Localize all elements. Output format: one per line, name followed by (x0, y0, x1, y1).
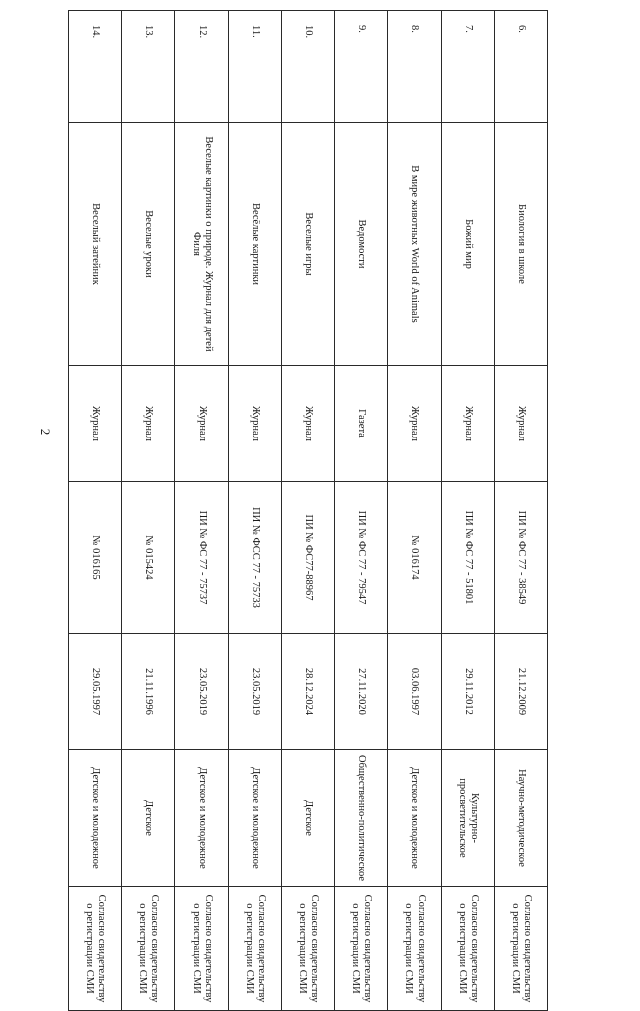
media-form: Журнал (69, 366, 122, 482)
specialization: Детское и молодежное (69, 750, 122, 887)
table-row (388, 11, 441, 1011)
registration-number: ПИ № ФС 77 - 75737 (175, 482, 228, 634)
registration-date: 21.12.2009 (494, 634, 547, 750)
note: Согласно свидетельству о регистрации СМИ (281, 887, 334, 1011)
media-registry-table (68, 10, 548, 1011)
table-row (441, 11, 494, 1011)
media-form: Журнал (228, 366, 281, 482)
media-form: Журнал (281, 366, 334, 482)
media-form: Газета (335, 366, 388, 482)
row-number: 9. (335, 11, 388, 123)
media-name: Весёлые картинки (228, 123, 281, 366)
registration-date: 03.06.1997 (388, 634, 441, 750)
row-number: 7. (441, 11, 494, 123)
table-row (122, 11, 175, 1011)
page-number: 2 (38, 428, 53, 436)
media-name: Божий мир (441, 123, 494, 366)
table-row (228, 11, 281, 1011)
specialization: Детское (281, 750, 334, 887)
registration-number: ПИ № ФС77-88967 (281, 482, 334, 634)
registration-number: ПИ № ФС 77 - 38549 (494, 482, 547, 634)
media-name: В мире животных World of Animals (388, 123, 441, 366)
note: Согласно свидетельству о регистрации СМИ (228, 887, 281, 1011)
note: Согласно свидетельству о регистрации СМИ (69, 887, 122, 1011)
note: Согласно свидетельству о регистрации СМИ (388, 887, 441, 1011)
table-row (494, 11, 547, 1011)
media-form: Журнал (122, 366, 175, 482)
specialization: Детское и молодежное (175, 750, 228, 887)
registration-number: ПИ № ФСС 77 - 75733 (228, 482, 281, 634)
table-row (175, 11, 228, 1011)
media-name: Веселые уроки (122, 123, 175, 366)
media-name: Веселые картинки о природе. Журнал для детей Филя (175, 123, 228, 366)
note: Согласно свидетельству о регистрации СМИ (335, 887, 388, 1011)
note: Согласно свидетельству о регистрации СМИ (441, 887, 494, 1011)
specialization: Детское (122, 750, 175, 887)
registration-number: № 015424 (122, 482, 175, 634)
row-number: 10. (281, 11, 334, 123)
registration-number: № 016174 (388, 482, 441, 634)
row-number: 13. (122, 11, 175, 123)
registry-table-container (68, 10, 548, 1003)
table-row (281, 11, 334, 1011)
media-name: Биология в школе (494, 123, 547, 366)
registration-date: 21.11.1996 (122, 634, 175, 750)
registration-date: 29.11.2012 (441, 634, 494, 750)
specialization: Детское и молодежное (388, 750, 441, 887)
registration-date: 23.05.2019 (175, 634, 228, 750)
row-number: 11. (228, 11, 281, 123)
note: Согласно свидетельству о регистрации СМИ (122, 887, 175, 1011)
media-name: Ведомости (335, 123, 388, 366)
specialization: Научно-методическое (494, 750, 547, 887)
media-name: Веселые игры (281, 123, 334, 366)
media-form: Журнал (441, 366, 494, 482)
registration-date: 23.05.2019 (228, 634, 281, 750)
registration-date: 27.11.2020 (335, 634, 388, 750)
media-name: Веселый затейник (69, 123, 122, 366)
registration-date: 28.12.2024 (281, 634, 334, 750)
media-form: Журнал (494, 366, 547, 482)
specialization: Детское и молодежное (228, 750, 281, 887)
table-row (69, 11, 122, 1011)
registration-number: ПИ № ФС 77 - 79547 (335, 482, 388, 634)
note: Согласно свидетельству о регистрации СМИ (494, 887, 547, 1011)
row-number: 8. (388, 11, 441, 123)
specialization: Культурно-просветительское (441, 750, 494, 887)
row-number: 12. (175, 11, 228, 123)
media-form: Журнал (388, 366, 441, 482)
row-number: 14. (69, 11, 122, 123)
note: Согласно свидетельству о регистрации СМИ (175, 887, 228, 1011)
table-row (335, 11, 388, 1011)
registration-number: № 016165 (69, 482, 122, 634)
registration-date: 29.05.1997 (69, 634, 122, 750)
row-number: 6. (494, 11, 547, 123)
registration-number: ПИ № ФС 77 - 51801 (441, 482, 494, 634)
specialization: Общественно-политическое (335, 750, 388, 887)
media-form: Журнал (175, 366, 228, 482)
